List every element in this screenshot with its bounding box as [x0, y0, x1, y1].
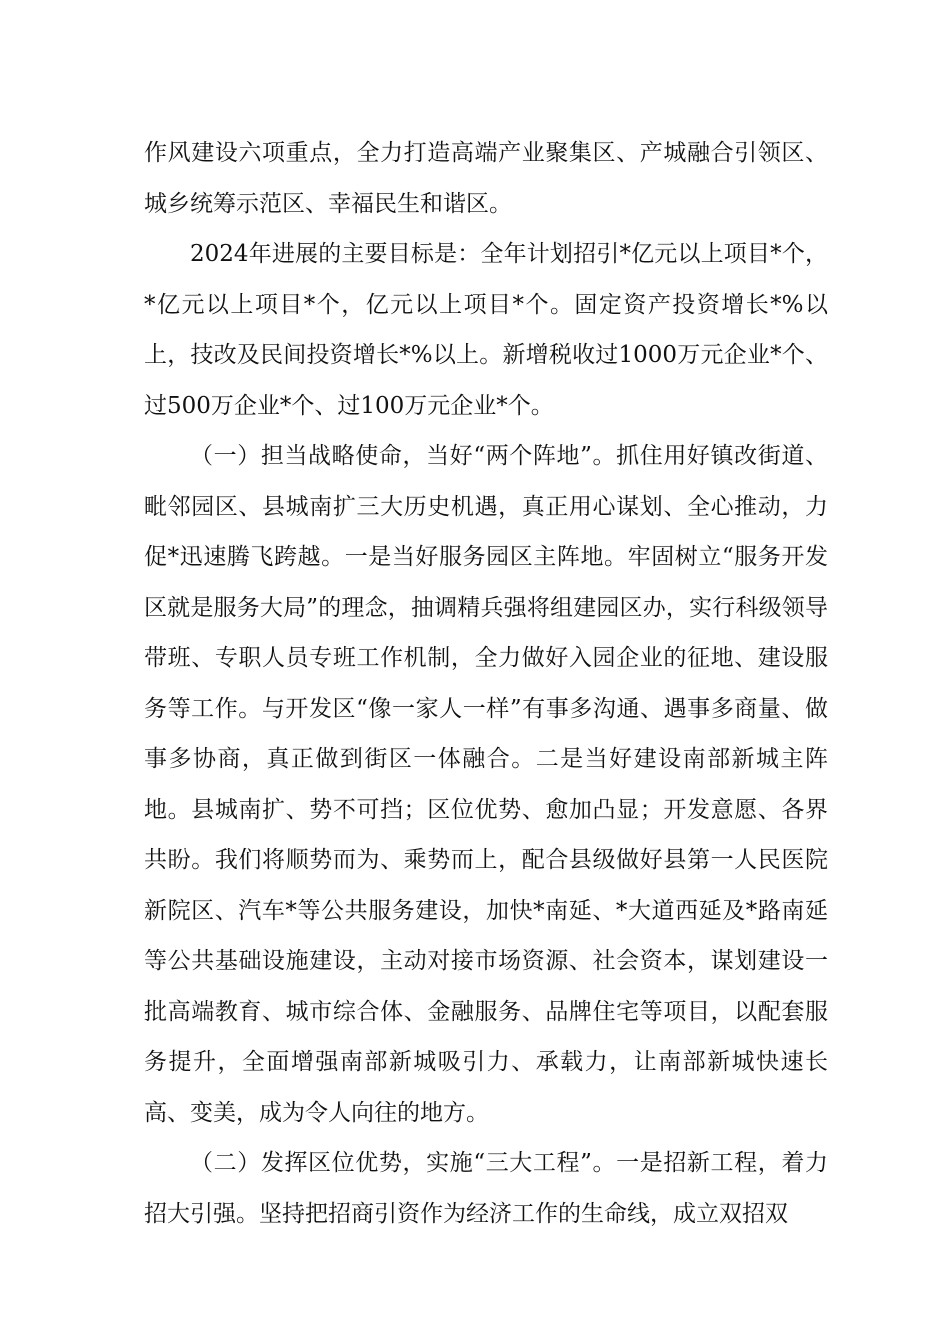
- paragraph-3: （一）担当战略使命，当好“两个阵地”。抓住用好镇改街道、毗邻园区、县城南扩三大历史机遇，真正用心谋划、全心推动，力促*迅速腾飞跨越。一是当好服务园区主阵地。牢固树立“服务开发区就是服务大局”的理念，抽调精兵强将组建园区办，实行科级领导带班、专职人员专班工作机制，全力做好入园企业的征地、建设服务等工作。与开发区“像一家人一样”有事多沟通、遇事多商量、做事多协商，真正做到街区一体融合。二是当好建设南部新城主阵地。县城南扩、势不可挡；区位优势、愈加凸显；开发意愿、各界共盼。我们将顺势而为、乘势而上，配合县级做好县第一人民医院新院区、汽车*等公共服务建设，加快*南延、*大道西延及*路南延等公共基础设施建设，主动对接市场资源、社会资本，谋划建设一批高端教育、城市综合体、金融服务、品牌住宅等项目，以配套服务提升，全面增强南部新城吸引力、承载力，让南部新城快速长高、变美，成为令人向往的地方。: [144, 443, 828, 1126]
- paragraph-1: 作风建设六项重点，全力打造高端产业聚集区、产城融合引领区、城乡统筹示范区、幸福民生和谐区。: [144, 140, 828, 217]
- paragraph-4: （二）发挥区位优势，实施“三大工程”。一是招新工程，着力招大引强。坚持把招商引资作为经济工作的生命线，成立双招双: [144, 1150, 828, 1227]
- paragraph-2: 2024年进展的主要目标是：全年计划招引*亿元以上项目*个，*亿元以上项目*个，亿元以上项目*个。固定资产投资增长*%以上，技改及民间投资增长*%以上。新增税收过1000万元企业*个、过500万企业*个、过100万元企业*个。: [144, 241, 828, 419]
- document-body: [144, 128, 828, 1239]
